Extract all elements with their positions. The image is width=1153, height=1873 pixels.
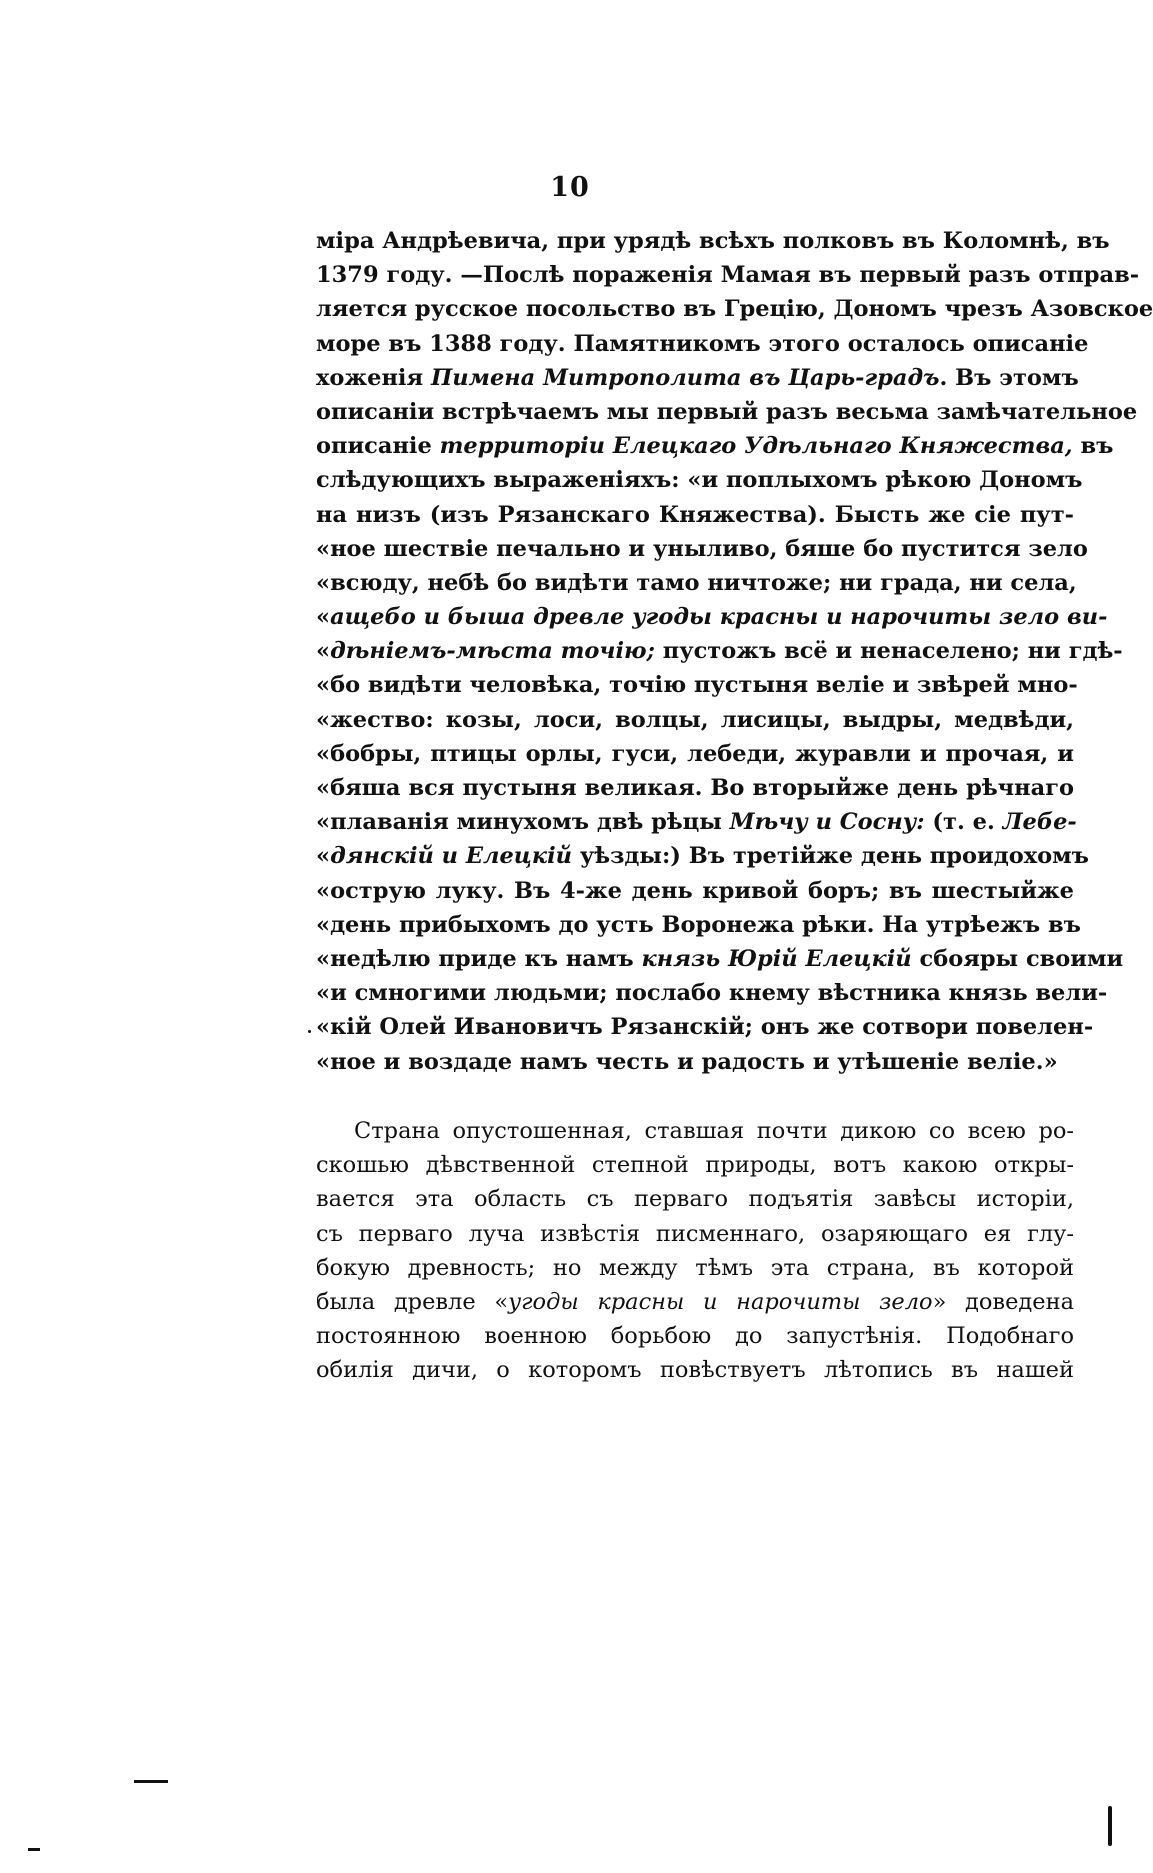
line-text: хоженія (316, 364, 431, 391)
line-text: . Въ этомъ (939, 364, 1079, 391)
text-line (316, 1319, 1074, 1353)
line-text: Страна опустошенная, ставшая почти дикою со всею ро- (354, 1118, 1074, 1144)
text-line (316, 292, 1153, 326)
line-text: «плаванія минухомъ двѣ рѣцы (316, 809, 730, 836)
italic-text: Мѣчу и Сосну: (729, 809, 925, 836)
text-line (316, 976, 1108, 1010)
text-line (316, 361, 1079, 395)
text-line (316, 429, 1114, 463)
line-text: ляется русское посольство въ Грецію, Дономъ чрезъ Азовское (316, 296, 1153, 323)
text-line (316, 498, 1074, 532)
line-text: описаніе (316, 433, 440, 460)
text-line (316, 258, 1140, 292)
scan-artifact-dash (134, 1780, 168, 1783)
text-line (316, 1010, 1094, 1044)
italic-text: князь Юрій Елецкій (641, 945, 912, 972)
line-text: съ перваго луча извѣстія писменнаго, озаряющаго ея глу- (316, 1220, 1074, 1247)
italic-text: территоріи Елецкаго Удѣльнаго Княжества, (439, 433, 1073, 460)
text-line (316, 395, 1138, 429)
line-text: пустожъ всё и ненаселено; ни гдѣ- (654, 638, 1123, 665)
line-text: «острую луку. Въ 4-же день кривой боръ; въ шестыйже (316, 877, 1074, 904)
italic-text: Пимена Митрополита въ Царь-градъ (430, 364, 940, 391)
line-text: » доведена (932, 1288, 1074, 1315)
line-text: «бо видѣти человѣка, точію пустыня веліе и звѣрей мно- (316, 672, 1078, 699)
line-text: «ное и воздаде намъ честь и радость и утѣшеніе веліе.» (316, 1048, 1058, 1075)
line-text: 1379 году. —Послѣ пораженія Мамая въ первый разъ отправ- (316, 262, 1140, 289)
italic-text: дянскій и Елецкій (330, 843, 573, 870)
line-text: «ное шествіе печально и уныливо, бяше бо пустится зело (316, 535, 1088, 562)
text-line (316, 1182, 1074, 1216)
text-line (316, 703, 1074, 737)
line-text: «кій Олей Ивановичъ Рязанскій; онъ же сотвори повелен- (316, 1014, 1094, 1041)
italic-text: угоды красны и нарочиты зело (508, 1288, 933, 1315)
text-line (316, 908, 1081, 942)
text-line (316, 1217, 1074, 1251)
paragraph-commentary (316, 1114, 1074, 1388)
text-line (316, 942, 1124, 976)
line-text: описаніи встрѣчаемъ мы первый разъ весьма замѣчательное (316, 398, 1138, 425)
line-text: слѣдующихъ выраженіяхъ: «и поплыхомъ рѣкою Дономъ (316, 467, 1083, 494)
line-text: « (316, 604, 331, 631)
text-line (316, 1353, 1074, 1387)
print-speck (308, 1030, 311, 1033)
text-line (316, 1251, 1074, 1285)
line-text: вается эта область съ перваго подъятія завѣсы исторіи, (316, 1186, 1074, 1213)
line-text: міра Андрѣевича, при урядѣ всѣхъ полковъ въ Коломнѣ, въ (316, 228, 1110, 254)
scan-artifact-dash-small (28, 1848, 40, 1851)
line-text: « (316, 843, 331, 870)
text-line (316, 1045, 1074, 1079)
text-line (316, 668, 1078, 702)
line-text: «и смногими людьми; послабо кнему вѣстника князь вели- (316, 980, 1108, 1007)
line-text: «бобры, птицы орлы, гуси, лебеди, журавли и прочая, и (316, 740, 1074, 767)
line-text: «жество: козы, лоси, волцы, лисицы, выдры, медвѣди, (316, 706, 1074, 733)
text-line (316, 1148, 1074, 1182)
text-line (316, 532, 1088, 566)
text-line (316, 463, 1083, 497)
line-text: на низъ (изъ Рязанскаго Княжества). Бысть же сіе пут- (316, 501, 1074, 528)
text-line (316, 224, 1110, 258)
text-line (316, 600, 1108, 634)
text-line (316, 874, 1074, 908)
line-text: (т. е. (924, 809, 1003, 836)
text-line (316, 566, 1077, 600)
text-line (316, 839, 1089, 873)
line-text: «недѣлю приде къ намъ (316, 945, 642, 972)
text-line (316, 805, 1077, 839)
page-number: 10 (550, 172, 590, 203)
scan-artifact-bracket (1108, 1806, 1112, 1846)
italic-text: Лебе- (1002, 809, 1077, 836)
line-text: бокую древность; но между тѣмъ эта страна, въ которой (316, 1254, 1074, 1281)
line-text: море въ 1388 году. Памятникомъ этого осталось описаніе (316, 330, 1089, 357)
line-text: была древле « (316, 1288, 509, 1315)
italic-text: ащебо и быша древле угоды красны и нарочиты зело ви- (330, 604, 1108, 631)
line-text: уѣзды:) Въ третійже день проидохомъ (572, 843, 1089, 870)
text-line (316, 771, 1074, 805)
text-line (316, 737, 1074, 771)
text-line (316, 1114, 1074, 1148)
line-text: « (316, 638, 331, 665)
line-text: «день прибыхомъ до усть Воронежа рѣки. На утрѣежъ въ (316, 911, 1081, 938)
line-text: постоянною военною борьбою до запустѣнія. Подобнаго (316, 1323, 1074, 1350)
line-text: «бяша вся пустыня великая. Во вторыйже день рѣчнаго (316, 775, 1074, 801)
line-text: «всюду, небѣ бо видѣти тамо ничтоже; ни града, ни села, (316, 569, 1077, 596)
text-line (316, 1285, 1074, 1319)
paragraph-chronicle-quote (316, 224, 1153, 1079)
italic-text: дѣніемъ-мѣста точію; (330, 638, 655, 665)
line-text: въ (1072, 433, 1114, 460)
line-text: скошью дѣвственной степной природы, вотъ какою откры- (316, 1152, 1074, 1179)
text-line (316, 634, 1123, 668)
text-line (316, 327, 1089, 361)
line-text: сбояры своими (911, 945, 1124, 972)
line-text: обилія дичи, о которомъ повѣствуетъ лѣтопись въ нашей (316, 1357, 1074, 1384)
